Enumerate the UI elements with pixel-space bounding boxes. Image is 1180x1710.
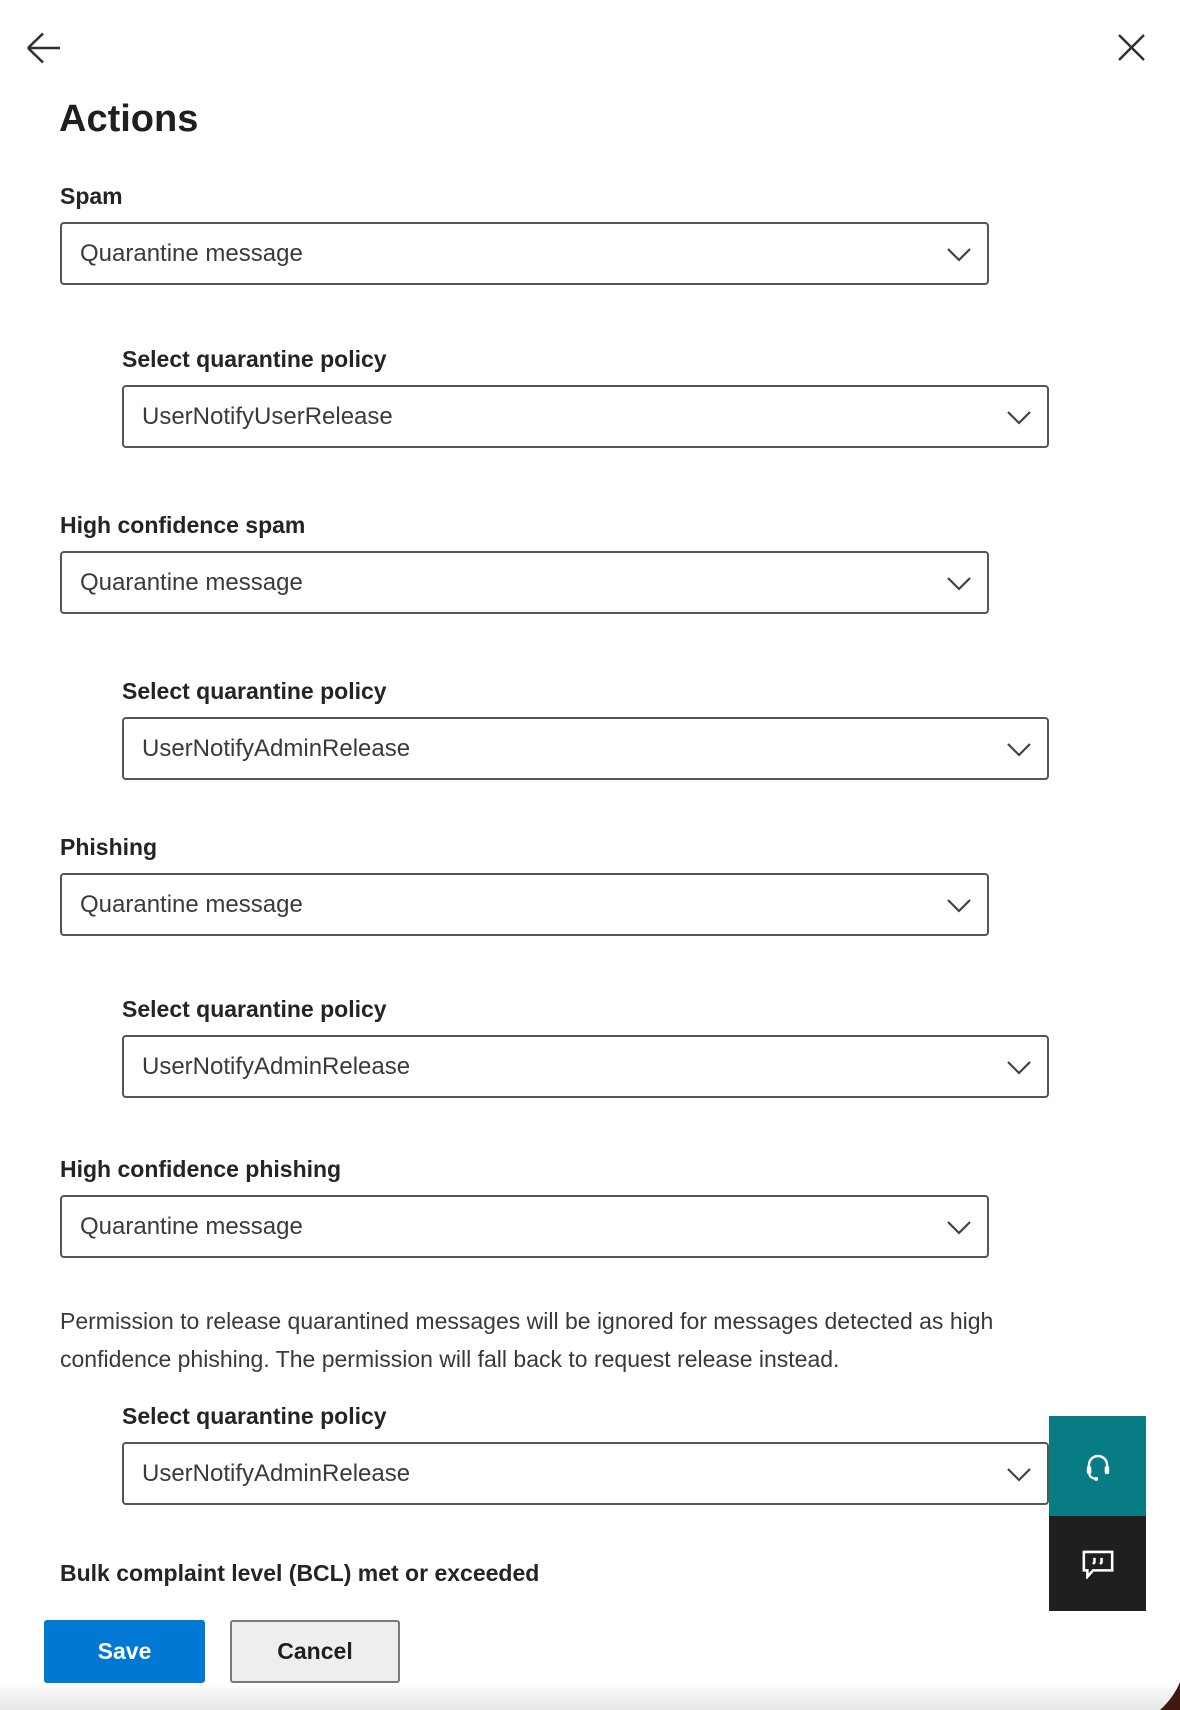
page-title: Actions [59,98,199,140]
chevron-down-icon [947,1221,971,1235]
select-value: Quarantine message [80,569,303,596]
field-hcs-quarantine-policy [122,678,1049,780]
back-button[interactable] [26,32,62,64]
select-value: UserNotifyAdminRelease [142,1053,411,1080]
field-spam [60,183,989,285]
select-value: UserNotifyAdminRelease [142,1460,411,1487]
phishing-select[interactable] [60,873,989,936]
cancel-button[interactable]: Cancel [230,1620,400,1683]
quarantine-policy-label: Select quarantine policy [122,346,387,372]
hcp-quarantine-policy-select[interactable] [122,1442,1049,1505]
quarantine-policy-label: Select quarantine policy [122,1403,387,1429]
chevron-down-icon [947,577,971,591]
close-icon [1117,33,1146,62]
field-hcp-quarantine-policy [122,1403,1049,1505]
bcl-section-label: Bulk complaint level (BCL) met or exceeded [60,1560,540,1586]
field-phishing [60,834,989,936]
close-button[interactable] [1117,33,1146,62]
phishing-quarantine-policy-select[interactable] [122,1035,1049,1098]
back-arrow-icon [26,32,62,64]
chat-bubble-icon [1081,1549,1115,1579]
high-confidence-phishing-label: High confidence phishing [60,1156,342,1182]
save-button[interactable]: Save [44,1620,205,1683]
chevron-down-icon [947,899,971,913]
spam-select-value: Quarantine message [80,240,303,267]
footer-bar [0,1590,1180,1710]
high-confidence-phishing-select[interactable] [60,1195,989,1258]
high-confidence-spam-select[interactable] [60,551,989,614]
support-widget[interactable] [1049,1416,1146,1516]
spam-label: Spam [60,183,123,209]
quarantine-policy-label: Select quarantine policy [122,678,387,704]
feedback-widget[interactable] [1049,1516,1146,1611]
spam-select[interactable] [60,222,989,285]
headset-icon [1082,1449,1114,1483]
quarantine-policy-label: Select quarantine policy [122,996,387,1022]
hcs-quarantine-policy-select[interactable] [122,717,1049,780]
field-spam-quarantine-policy [122,346,1049,448]
high-confidence-spam-label: High confidence spam [60,512,306,538]
select-value: Quarantine message [80,891,303,918]
chevron-down-icon [1007,411,1031,425]
select-value: Quarantine message [80,1213,303,1240]
select-value: UserNotifyAdminRelease [142,735,411,762]
chevron-down-icon [1007,1061,1031,1075]
chevron-down-icon [1007,1468,1031,1482]
field-high-confidence-phishing [60,1156,989,1258]
field-phishing-quarantine-policy [122,996,1049,1098]
select-value: UserNotifyUserRelease [142,403,393,430]
chevron-down-icon [947,248,971,262]
chevron-down-icon [1007,743,1031,757]
spam-quarantine-policy-select[interactable] [122,385,1049,448]
field-high-confidence-spam [60,512,989,614]
phishing-label: Phishing [60,834,158,860]
hcp-permission-note: Permission to release quarantined messages will be ignored for messages detected as high confidence phishing. The permission will fall back to request release instead. [60,1308,994,1372]
